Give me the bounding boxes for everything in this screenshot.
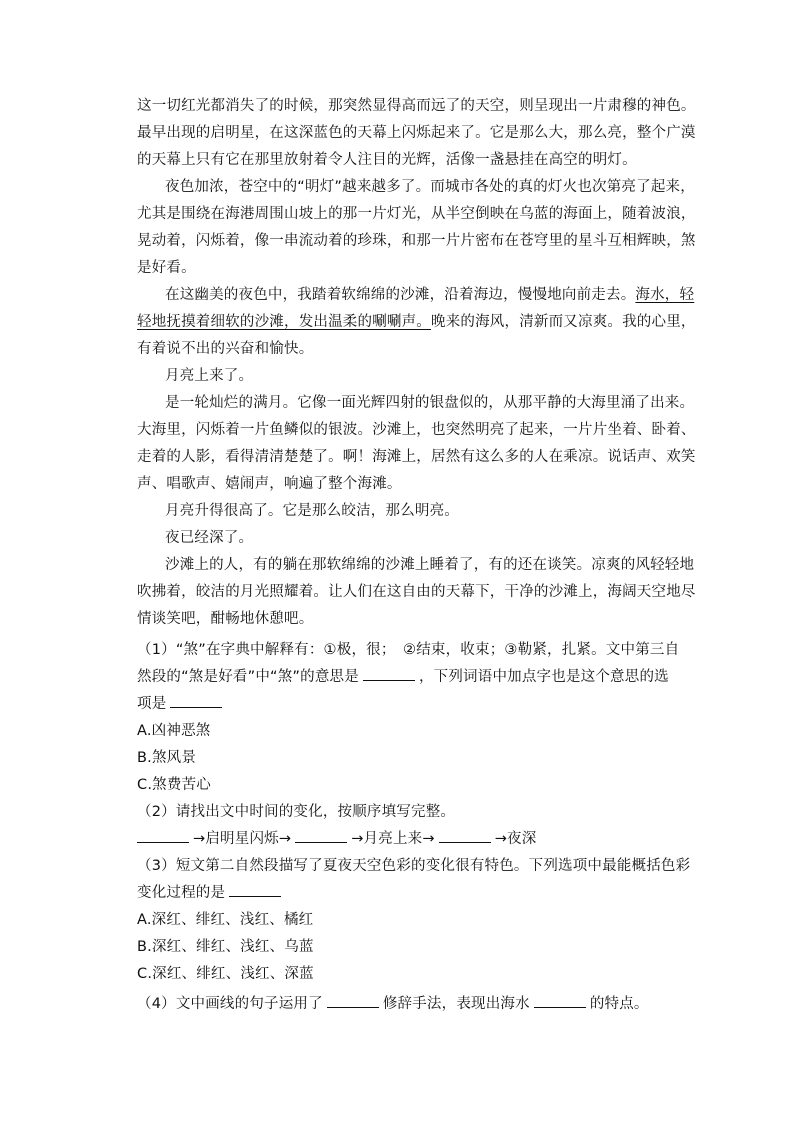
option-a: A.凶神恶煞: [137, 723, 211, 739]
question-1-line: [137, 667, 669, 687]
question-4-line: [137, 994, 649, 1014]
passage-line: [165, 285, 694, 305]
passage-line: 夜已经深了。: [165, 530, 254, 546]
answer-blank[interactable]: [137, 830, 189, 843]
question-2-chain: [137, 829, 536, 849]
question-text: （4）文中画线的句子运用了: [137, 996, 323, 1012]
passage-line: 是好看。: [137, 260, 196, 276]
answer-blank[interactable]: [327, 995, 379, 1008]
passage-line: 沙滩上的人，有的躺在那软绵绵的沙滩上睡着了，有的还在谈笑。凉爽的风轻轻地: [165, 557, 695, 573]
passage-text: 晚来的海风，清新而又凉爽。我的心里，: [431, 314, 696, 330]
option-b: B.煞风景: [137, 750, 197, 766]
question-text: 修辞手法，表现出海水: [382, 996, 530, 1012]
passage-line: 月亮升得很高了。它是那么皎洁，那么明亮。: [165, 503, 459, 519]
question-text: 然段的“煞是好看”中“煞”的意思是: [137, 669, 359, 685]
question-text: 变化过程的是: [137, 885, 226, 901]
chain-step: →夜深: [494, 831, 537, 847]
passage-line: 最早出现的启明星，在这深蓝色的天幕上闪烁起来了。它是那么大，那么亮，整个广漠: [137, 125, 696, 141]
passage-line: 情谈笑吧，酣畅地休憩吧。: [137, 611, 314, 627]
option-c: C.煞费苦心: [137, 777, 211, 793]
passage-line: 有着说不出的兴奋和愉快。: [137, 341, 314, 357]
answer-blank[interactable]: [170, 695, 222, 708]
answer-blank[interactable]: [229, 884, 281, 897]
passage-line: 吹拂着，皎洁的月光照耀着。让人们在这自由的天幕下，干净的沙滩上，海阔天空地尽: [137, 584, 696, 600]
passage-line: 是一轮灿烂的满月。它像一面光辉四射的银盘似的，从那平静的大海里涌了出来。: [165, 395, 695, 411]
passage-line: 走着的人影，看得清清楚楚了。啊！海滩上，居然有这么多的人在乘凉。说话声、欢笑: [137, 449, 696, 465]
passage-line: 夜色加浓，苍空中的“明灯”越来越多了。而城市各处的真的灯火也次第亮了起来，: [165, 179, 695, 195]
option-b: B.深红、绯红、浅红、乌蓝: [137, 939, 314, 955]
question-text: ，下列词语中加点字也是这个意思的选: [418, 669, 669, 685]
passage-text: 在这幽美的夜色中，我踏着软绵绵的沙滩，沿着海边，慢慢地向前走去。: [165, 287, 636, 303]
question-1-line: [137, 694, 226, 714]
question-text: 项是: [137, 696, 167, 712]
passage-line: 月亮上来了。: [165, 368, 254, 384]
chain-step: →启明星闪烁→: [193, 831, 292, 847]
answer-blank[interactable]: [363, 668, 415, 681]
answer-blank[interactable]: [534, 995, 586, 1008]
passage-line: [137, 312, 696, 332]
passage-line: 的天幕上只有它在那里放射着令人注目的光辉，活像一盏悬挂在高空的明灯。: [137, 152, 637, 168]
question-text: 的特点。: [589, 996, 649, 1012]
passage-line: 声、唱歌声、嬉闹声，响遍了整个海滩。: [137, 476, 402, 492]
passage-line: 这一切红光都消失了的时候，那突然显得高而远了的天空，则呈现出一片肃穆的神色。: [137, 98, 696, 114]
option-a: A.深红、绯红、浅红、橘红: [137, 912, 314, 928]
question-2-title: （2）请找出文中时间的变化，按顺序填写完整。: [137, 804, 456, 820]
answer-blank[interactable]: [295, 830, 347, 843]
option-c: C.深红、绯红、浅红、深蓝: [137, 966, 314, 982]
passage-line: 大海里，闪烁着一片鱼鳞似的银波。沙滩上，也突然明亮了起来，一片片坐着、卧着、: [137, 422, 696, 438]
underlined-sentence: 轻地抚摸着细软的沙滩，发出温柔的唰唰声。: [137, 314, 431, 330]
passage-line: 尤其是围绕在海港周围山坡上的那一片灯光，从半空倒映在乌蓝的海面上，随着波浪，: [137, 206, 696, 222]
passage-line: 晃动着，闪烁着，像一串流动着的珍珠，和那一片片密布在苍穹里的星斗互相辉映，煞: [137, 233, 696, 249]
question-3-line: （3）短文第二自然段描写了夏夜天空色彩的变化很有特色。下列选项中最能概括色彩: [137, 858, 691, 874]
question-3-line: [137, 883, 285, 903]
question-1-line: （1）“煞”在字典中解释有：①极，很； ②结束，收束；③勒紧，扎紧。文中第三自: [137, 642, 680, 658]
chain-step: →月亮上来→: [351, 831, 435, 847]
answer-blank[interactable]: [439, 830, 491, 843]
underlined-sentence: 海水，轻: [635, 287, 695, 303]
